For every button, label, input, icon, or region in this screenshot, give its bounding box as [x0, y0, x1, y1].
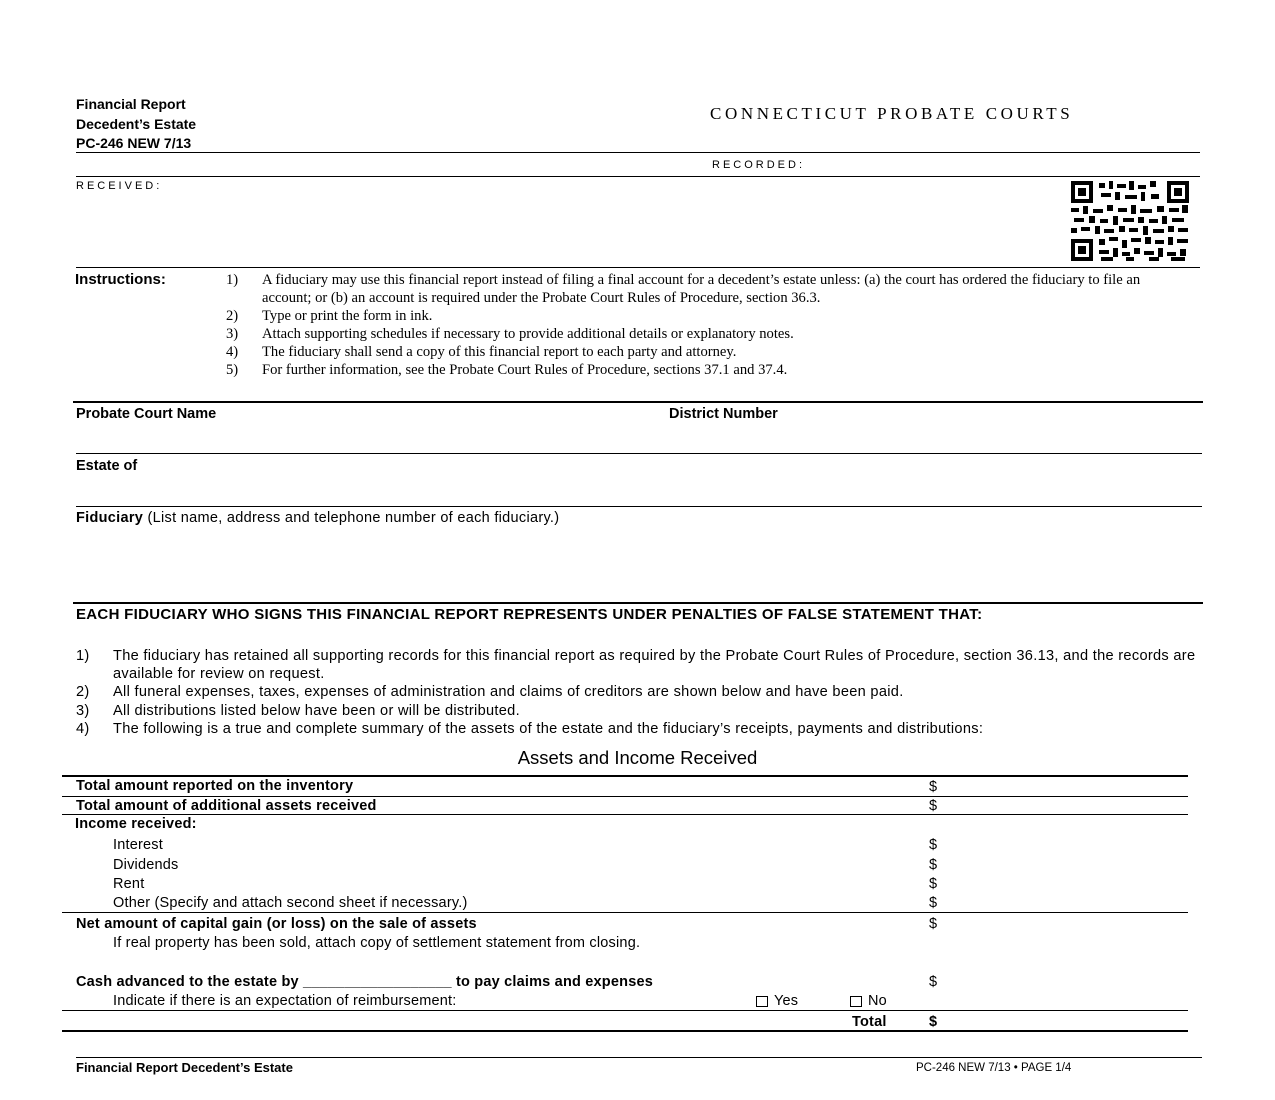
reimbursement-label: Indicate if there is an expectation of reimbursement:: [113, 993, 457, 1009]
representation-number: 2): [76, 684, 90, 701]
recorded-label: RECORDED:: [712, 159, 806, 171]
received-label: RECEIVED:: [76, 180, 163, 192]
representation-item: [76, 683, 1216, 701]
representation-statement: EACH FIDUCIARY WHO SIGNS THIS FINANCIAL REPORT REPRESENTS UNDER PENALTIES OF FALSE STATEMENT THAT:: [76, 606, 983, 623]
rent-amount[interactable]: $: [929, 876, 938, 892]
representation-text: All distributions listed below have been or will be distributed.: [113, 702, 520, 719]
representation-item: [76, 647, 1216, 683]
estate-of-label: Estate of: [76, 458, 138, 474]
representation-number: 4): [76, 720, 90, 737]
form-title-block: [76, 95, 196, 154]
cash-advanced-amount[interactable]: $: [929, 974, 938, 990]
instruction-text: For further information, see the Probate Court Rules of Procedure, sections 37.1 and 37.4.: [262, 362, 788, 378]
fiduciary-hint: (List name, address and telephone number of each fiduciary.): [147, 510, 560, 526]
other-income-label: Other (Specify and attach second sheet if necessary.): [113, 895, 468, 911]
fiduciary-label: Fiduciary: [76, 510, 144, 526]
probate-court-name-label: Probate Court Name: [76, 406, 217, 422]
representation-text: The fiduciary has retained all supporting records for this financial report as required by the Probate Court Rules of Procedure, section 36.13, and the records are available for review on request.: [113, 648, 1196, 683]
cash-advanced-label: Cash advanced to the estate by __________________ to pay claims and expenses: [76, 974, 653, 990]
form-title-line1: Financial Report: [76, 96, 186, 112]
instruction-number: 5): [226, 362, 239, 378]
assets-section-title: Assets and Income Received: [517, 747, 758, 768]
row-divider: [62, 814, 1188, 815]
form-title-line2: Decedent’s Estate: [76, 115, 197, 132]
reimbursement-yes[interactable]: [756, 993, 798, 1009]
instructions-top-divider: [76, 267, 1200, 268]
instruction-number: 3): [226, 326, 239, 342]
rent-label: Rent: [113, 876, 145, 892]
footer-form-title: Financial Report Decedent’s Estate: [76, 1060, 293, 1075]
instruction-item: [226, 325, 1191, 343]
recorded-divider: [76, 176, 1200, 177]
row-divider: [62, 1010, 1188, 1011]
representation-item: [76, 720, 1216, 738]
fields-top-divider: [73, 401, 1203, 403]
court-name-field-line[interactable]: [76, 453, 1202, 454]
representation-item: [76, 702, 1216, 720]
instruction-item: [226, 343, 1191, 361]
total-label: Total: [852, 1014, 887, 1030]
dividends-label: Dividends: [113, 857, 179, 873]
inventory-total-label: Total amount reported on the inventory: [76, 778, 354, 794]
footer-divider: [76, 1057, 1202, 1058]
instruction-text: Attach supporting schedules if necessary to provide additional details or explanatory notes.: [262, 326, 794, 342]
total-amount[interactable]: $: [929, 1014, 938, 1030]
representation-text: All funeral expenses, taxes, expenses of administration and claims of creditors are shown below and have been paid.: [113, 684, 904, 701]
instruction-text: A fiduciary may use this financial report instead of filing a final account for a decedent’s estate unless: (a) the court has ordered the fiduciary to file an account; or (b) an account is required under the Probate Court Rules of Procedure, section 36.3.: [262, 272, 1141, 306]
yes-checkbox[interactable]: [756, 996, 768, 1007]
instructions-label: Instructions:: [75, 271, 166, 288]
instruction-number: 4): [226, 344, 239, 360]
instruction-text: Type or print the form in ink.: [262, 308, 433, 324]
no-checkbox[interactable]: [850, 996, 862, 1007]
interest-amount[interactable]: $: [929, 837, 938, 853]
no-label: No: [868, 993, 887, 1009]
header-divider: [76, 152, 1200, 153]
additional-assets-amount[interactable]: $: [929, 798, 938, 814]
representation-number: 3): [76, 702, 90, 719]
row-divider: [62, 796, 1188, 797]
row-divider: [62, 912, 1188, 913]
instruction-item: [226, 307, 1191, 325]
footer-page-info: PC-246 NEW 7/13 • PAGE 1/4: [916, 1062, 1072, 1074]
instructions-list: [226, 271, 1191, 379]
instruction-text: The fiduciary shall send a copy of this financial report to each party and attorney.: [262, 344, 737, 360]
court-heading: CONNECTICUT PROBATE COURTS: [710, 104, 1074, 123]
instruction-number: 1): [226, 272, 239, 288]
other-income-amount[interactable]: $: [929, 895, 938, 911]
assets-bottom-rule: [62, 1030, 1188, 1032]
yes-label: Yes: [774, 993, 799, 1009]
form-number: PC-246 NEW 7/13: [76, 135, 192, 151]
dividends-amount[interactable]: $: [929, 857, 938, 873]
representation-number: 1): [76, 648, 90, 664]
assets-top-rule: [62, 775, 1188, 777]
district-number-label: District Number: [669, 406, 778, 422]
reimbursement-no[interactable]: [850, 993, 887, 1009]
instruction-number: 2): [226, 308, 239, 324]
capital-gain-note: If real property has been sold, attach copy of settlement statement from closing.: [113, 935, 641, 951]
representation-top-divider: [73, 602, 1203, 604]
representation-list: [76, 647, 1216, 738]
capital-gain-amount[interactable]: $: [929, 916, 938, 932]
interest-label: Interest: [113, 837, 163, 853]
capital-gain-label: Net amount of capital gain (or loss) on the sale of assets: [76, 916, 477, 932]
fiduciary-field[interactable]: [76, 510, 559, 526]
income-received-label: Income received:: [75, 816, 197, 832]
representation-text: The following is a true and complete summary of the assets of the estate and the fiduciary’s receipts, payments and distributions:: [113, 720, 984, 737]
inventory-total-amount[interactable]: $: [929, 779, 938, 795]
estate-of-field-line[interactable]: [76, 506, 1202, 507]
instruction-item: [226, 271, 1191, 307]
qr-code-icon: [1071, 181, 1189, 261]
instruction-item: [226, 361, 1191, 379]
additional-assets-label: Total amount of additional assets received: [76, 798, 377, 814]
